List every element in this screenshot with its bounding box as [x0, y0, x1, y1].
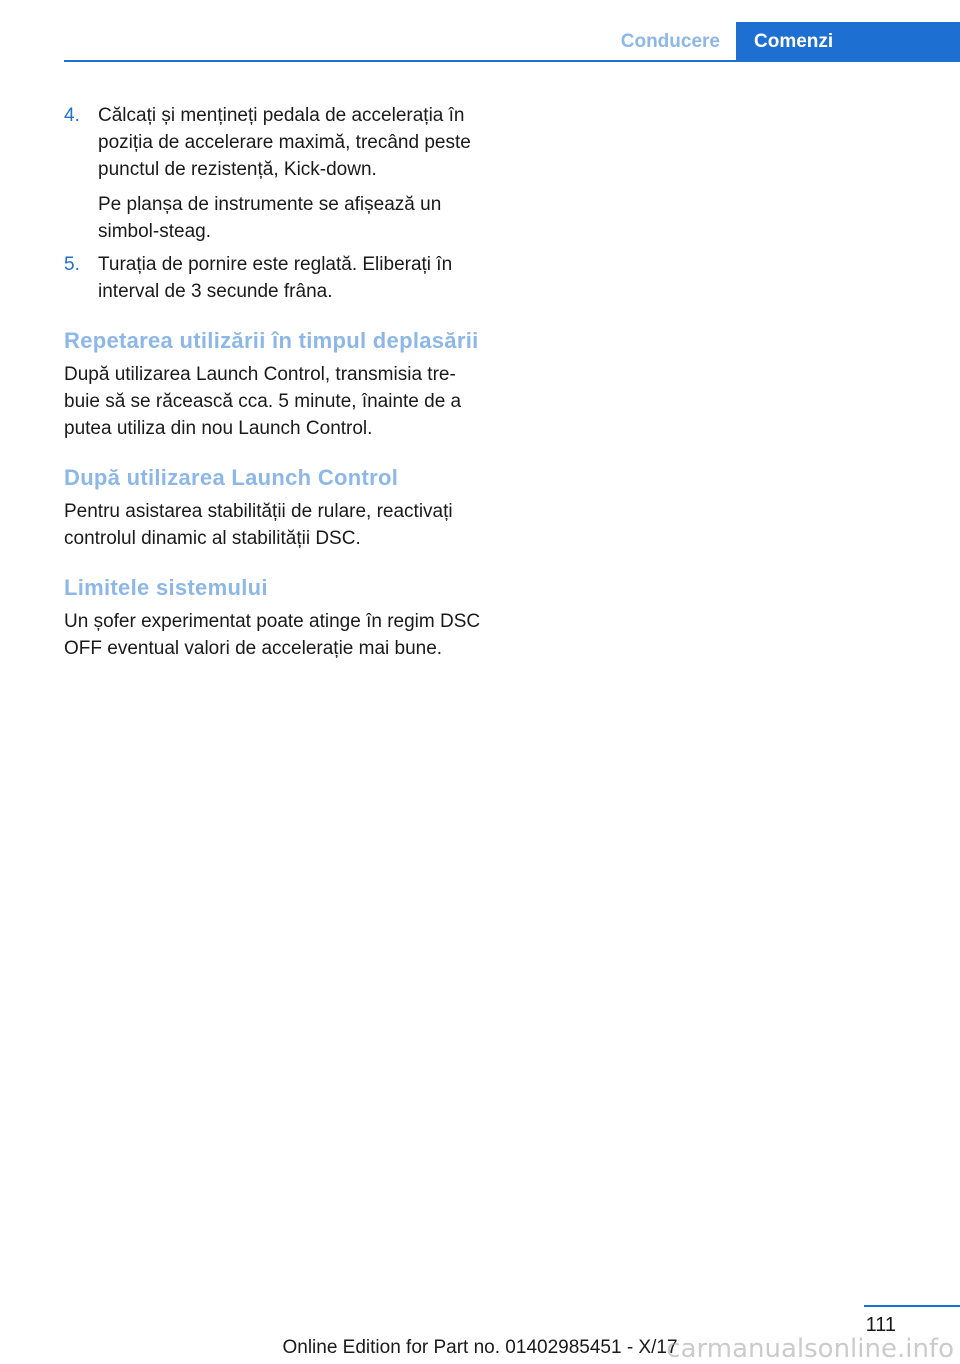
section-text-repeat: După utilizarea Launch Control, transmisia tre-buie să se răcească cca. 5 minute, înainte de a putea utiliza din nou Launch Control. [64, 364, 462, 439]
step-text: Turația de pornire este reglată. Eliberați în interval de 3 secunde frâna. [98, 254, 453, 302]
section-heading-repeat: Repetarea utilizării în timpul deplasării [64, 328, 479, 353]
page-content [64, 102, 484, 662]
step-number: 4. [64, 105, 80, 126]
step-body [98, 102, 484, 245]
page-number: 111 [865, 1314, 896, 1336]
footer-edition: Online Edition for Part no. 01402985451 - X/17 [282, 1337, 678, 1358]
step-text: Călcați și mențineți pedala de accelerația în poziția de accelerare maximă, trecând peste punctul de rezistență, Kick-down. [98, 105, 471, 180]
step-number: 5. [64, 254, 80, 275]
watermark: carmanualsonline.info [666, 1334, 954, 1364]
page-number-rule [864, 1305, 960, 1307]
chapter-tab[interactable]: Comenzi [736, 22, 960, 62]
section-tab[interactable]: Conducere [620, 31, 720, 52]
step-4 [64, 102, 484, 245]
section-text-limits: Un șofer experimentat poate atinge în regim DSC OFF eventual valori de accelerație mai bune. [64, 611, 481, 659]
step-5 [64, 251, 484, 305]
step-note: Pe planșa de instrumente se afișează un simbol-steag. [98, 194, 442, 242]
section-text-after: Pentru asistarea stabilității de rulare, reactivați controlul dinamic al stabilității DSC. [64, 501, 453, 549]
section-heading-after: După utilizarea Launch Control [64, 465, 399, 490]
section-heading-limits: Limitele sistemului [64, 575, 268, 600]
step-body [98, 251, 484, 305]
